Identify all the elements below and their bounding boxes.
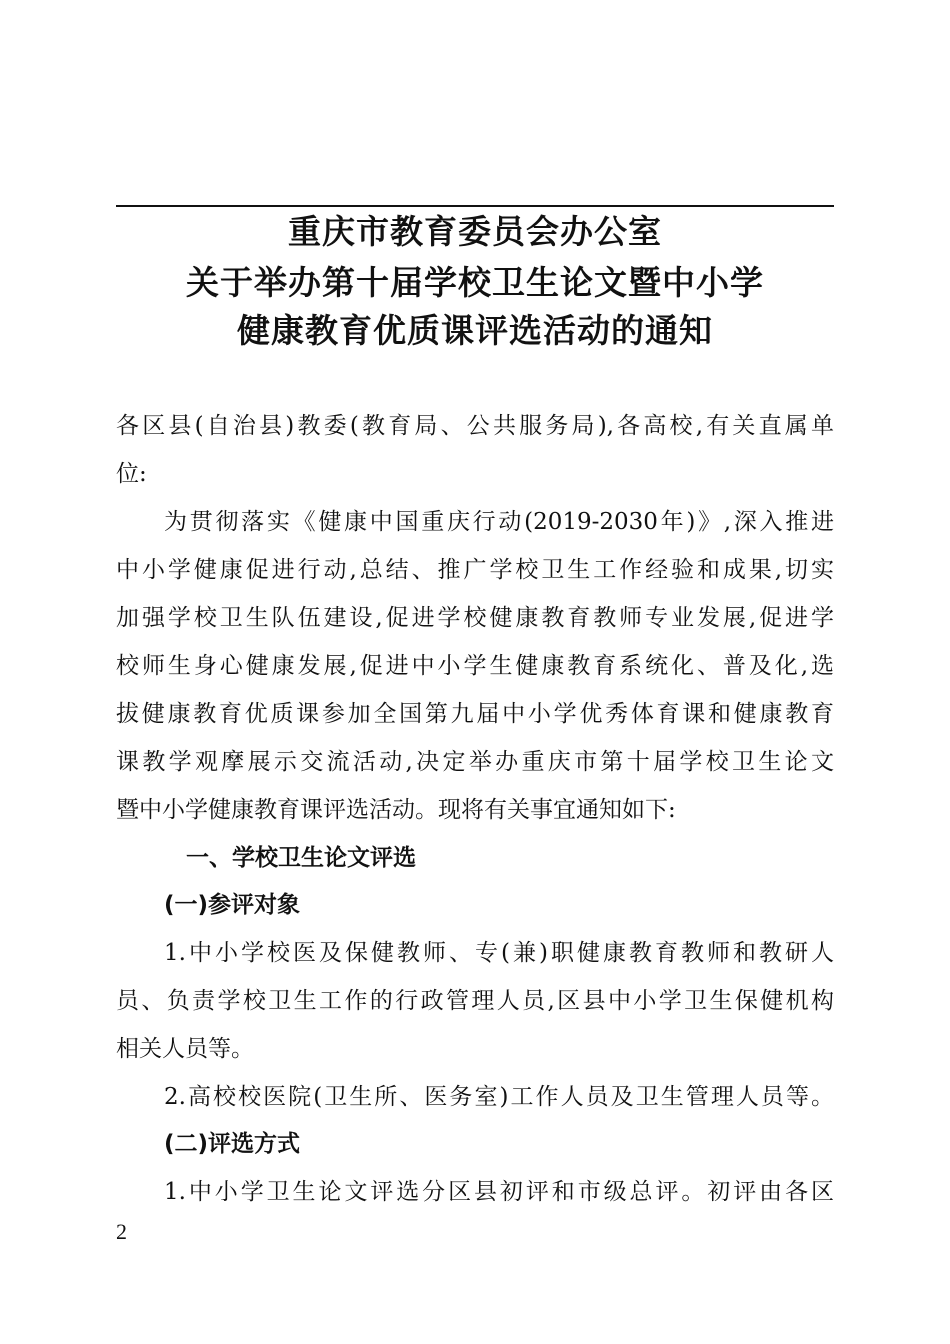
- intro-line-7: 暨中小学健康教育课评选活动。现将有关事宜通知如下:: [116, 797, 676, 823]
- document-title-line-3: 健康教育优质课评选活动的通知: [237, 311, 713, 350]
- page-number: 2: [116, 1219, 127, 1244]
- intro-line-1: 为贯彻落实《健康中国重庆行动(2019-2030年)》,深入推进: [164, 509, 834, 535]
- intro-line-6: 课教学观摩展示交流活动,决定举办重庆市第十届学校卫生论文: [116, 749, 834, 775]
- item-2-line: 2.高校校医院(卫生所、医务室)工作人员及卫生管理人员等。: [164, 1084, 834, 1110]
- section-1-heading: 一、学校卫生论文评选: [186, 845, 416, 871]
- addressee-line-2: 位:: [116, 461, 147, 487]
- intro-line-5: 拔健康教育优质课参加全国第九届中小学优秀体育课和健康教育: [116, 701, 834, 727]
- header-rule: [116, 205, 834, 207]
- intro-line-3: 加强学校卫生队伍建设,促进学校健康教育教师专业发展,促进学: [116, 605, 834, 631]
- intro-line-2: 中小学健康促进行动,总结、推广学校卫生工作经验和成果,切实: [116, 557, 834, 583]
- subsection-1-heading: (一)参评对象: [164, 892, 301, 918]
- item-1-line-2: 员、负责学校卫生工作的行政管理人员,区县中小学卫生保健机构: [116, 988, 834, 1014]
- intro-line-4: 校师生身心健康发展,促进中小学生健康教育系统化、普及化,选: [116, 653, 834, 679]
- item-1-line-1: 1.中小学校医及保健教师、专(兼)职健康教育教师和教研人: [164, 940, 834, 966]
- document-title-line-1: 重庆市教育委员会办公室: [288, 212, 662, 251]
- item-1-line-3: 相关人员等。: [116, 1036, 254, 1062]
- method-1-line: 1.中小学卫生论文评选分区县初评和市级总评。初评由各区: [164, 1179, 834, 1205]
- subsection-2-heading: (二)评选方式: [164, 1131, 301, 1157]
- document-title-line-2: 关于举办第十届学校卫生论文暨中小学: [186, 263, 764, 302]
- addressee-line-1: 各区县(自治县)教委(教育局、公共服务局),各高校,有关直属单: [116, 413, 834, 439]
